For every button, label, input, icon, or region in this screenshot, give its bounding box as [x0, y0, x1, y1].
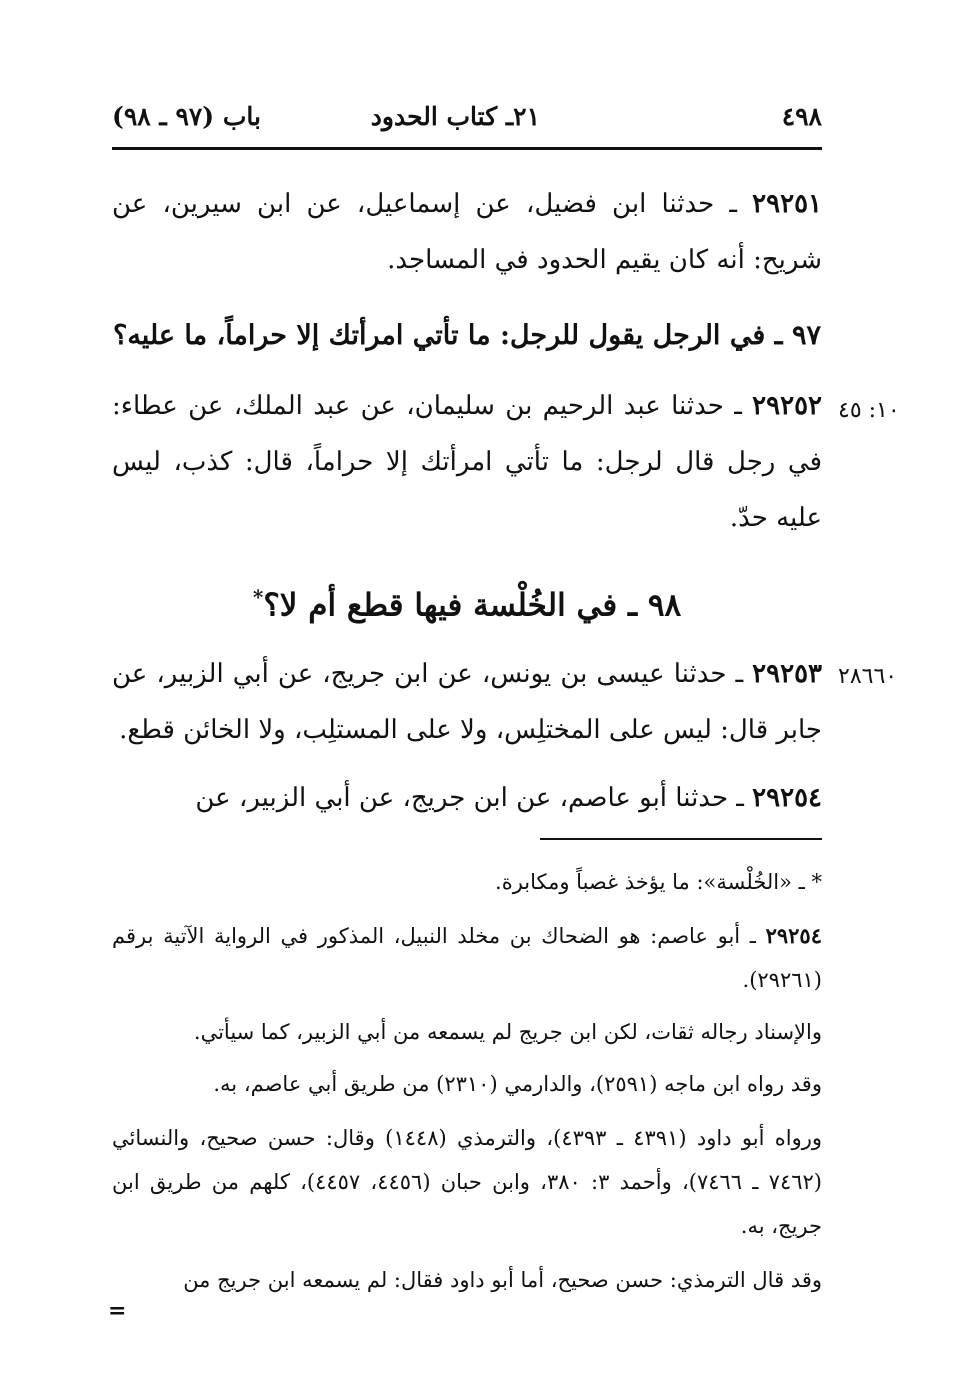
- footnote-number: ٢٩٢٥٤: [765, 923, 822, 948]
- hadith-29254: [112, 770, 822, 826]
- header-divider: [112, 147, 822, 150]
- margin-reference: ٢٨٦٦٠: [838, 664, 898, 689]
- footnote-ibn-majah: وقد رواه ابن ماجه (٢٥٩١)، والدارمي (٢٣١٠) من طريق أبي عاصم، به.: [213, 1072, 822, 1096]
- footnote-tirmidhi: وقد قال الترمذي: حسن صحيح، أما أبو داود فقال: لم يسمعه ابن جريج من: [183, 1268, 822, 1292]
- hadith-29253: [112, 646, 822, 758]
- hadith-text: ـ حدثنا أبو عاصم، عن ابن جريج، عن أبي الزبير، عن: [195, 783, 753, 813]
- hadith-text: ـ حدثنا ابن فضيل، عن إسماعيل، عن ابن سيرين، عن شريح: أنه كان يقيم الحدود في المساجد.: [112, 189, 822, 275]
- footnote-abu-dawud: ورواه أبو داود (٤٣٩١ ـ ٤٣٩٣)، والترمذي (١٤٤٨) وقال: حسن صحيح، والنسائي (٧٤٦٢ ـ ٧٤٦٦)، وأحمد ٣: ٣٨٠، وابن حبان (٤٤٥٦، ٤٤٥٧)، كلهم من طريق ابن جريج، به.: [112, 1126, 823, 1238]
- footnote-29254: [112, 914, 822, 1002]
- footnote-text: ـ أبو عاصم: هو الضحاك بن مخلد النبيل، المذكور في الرواية الآتية برقم (٢٩٢٦١).: [112, 924, 822, 992]
- footnote-marker: *: [252, 585, 264, 609]
- hadith-text: ـ حدثنا عيسى بن يونس، عن ابن جريج، عن أبي الزبير، عن جابر قال: ليس على المختلِس، ولا على المستلِب، ولا الخائن قطع.: [112, 659, 822, 745]
- chapter-range: باب (٩٧ ـ ٩٨): [112, 102, 261, 131]
- hadith-number: ٢٩٢٥٢: [752, 391, 822, 421]
- footnote-khulsa: * ـ «الخُلْسة»: ما يؤخذ غصباً ومكابرة.: [495, 870, 822, 894]
- section-heading-97: ٩٧ ـ في الرجل يقول للرجل: ما تأتي امرأتك إلا حراماً، ما عليه؟: [113, 320, 821, 351]
- footnote-isnad: والإسناد رجاله ثقات، لكن ابن جريج لم يسمعه من أبي الزبير، كما سيأتي.: [193, 1020, 822, 1044]
- margin-reference: ١٠: ٤٥: [838, 398, 900, 423]
- hadith-number: ٢٩٢٥٣: [752, 659, 822, 689]
- book-title: ٢١ـ كتاب الحدود: [370, 102, 540, 131]
- page-header: [112, 96, 822, 142]
- hadith-number: ٢٩٢٥١: [752, 189, 822, 219]
- page-number: ٤٩٨: [781, 102, 822, 131]
- section-heading-98: [112, 568, 822, 634]
- continuation-mark: =: [108, 1298, 127, 1324]
- footnote-divider: [540, 838, 822, 840]
- hadith-29252: [112, 378, 822, 546]
- section-heading-98-text: ٩٨ ـ في الخُلْسة فيها قطع أم لا؟: [263, 587, 682, 624]
- hadith-text: ـ حدثنا عبد الرحيم بن سليمان، عن عبد الملك، عن عطاء: في رجل قال لرجل: ما تأتي امرأتك إلا حراماً، قال: كذب، ليس عليه حدّ.: [112, 391, 822, 533]
- hadith-number: ٢٩٢٥٤: [752, 783, 822, 813]
- hadith-29251: [112, 176, 822, 288]
